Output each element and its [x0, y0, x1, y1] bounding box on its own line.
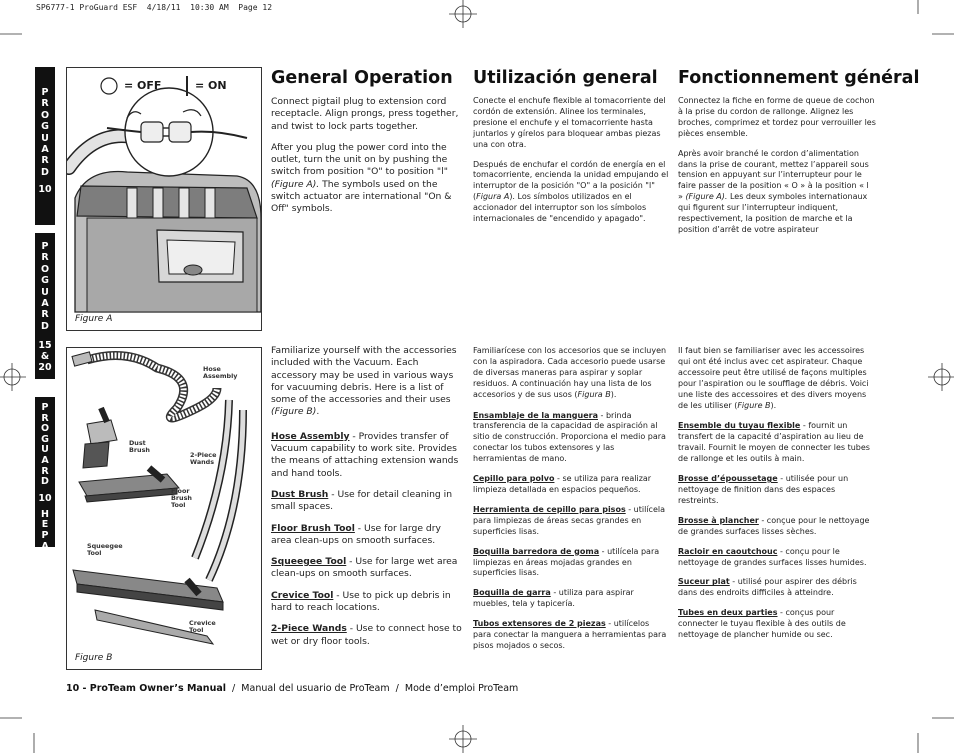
heading-french: Fonctionnement général	[678, 68, 920, 88]
text: ).	[770, 400, 777, 410]
accessory-desc: - Use to connect hose to wet or dry floor tools.	[271, 623, 462, 647]
accessory-name: Tubes en deux parties	[678, 608, 778, 618]
label-line: Squeegee	[87, 542, 123, 550]
figure-a-caption: Figure A	[75, 314, 113, 324]
tab-number: 10	[38, 184, 52, 196]
text: ). Los símbolos utilizados en el accionador del interruptor son los símbolos internacionales de "encendido y apagado".	[473, 192, 647, 224]
accessory-item	[678, 474, 876, 507]
spanish-paragraph: Conecte el enchufe flexible al tomacorriente del cordón de extensión. Alinee los terminales, presione el enchufe y el tomacorriente hasta juntarlos y gírelos para bloquear ambas piezas una con otra.	[473, 96, 666, 149]
tab-number: 20	[38, 362, 52, 374]
text: Después de enchufar el cordón de energía en el tomacorriente, encienda la unidad empujando el interruptor de la posición "O" a la posición "l" (	[473, 159, 669, 202]
tab-letter: O	[40, 423, 50, 435]
accessory-name: Brosse à plancher	[678, 515, 759, 525]
spanish-accessories-text	[473, 346, 669, 661]
label-line: 2-Piece	[190, 451, 217, 459]
tab-letter: A	[41, 540, 49, 552]
accessory-name: Boquilla barredora de goma	[473, 546, 600, 556]
accessory-item	[271, 590, 463, 615]
french-accessories-text	[678, 346, 876, 650]
accessory-item	[473, 619, 669, 652]
figure-ref: Figura B	[577, 389, 611, 399]
label-hose-assembly	[203, 366, 237, 380]
label-line: Brush	[171, 494, 192, 502]
tab-letter: R	[41, 252, 49, 264]
accessory-desc: - utiliza para aspirar muebles, tela y tapicería.	[473, 588, 634, 609]
accessory-item	[271, 489, 463, 514]
accessory-name: Hose Assembly	[271, 430, 350, 442]
accessory-desc: - utilícelos para conectar la manguera a herramientas para pisos mojados o secos.	[473, 619, 667, 650]
tab-number: 15	[38, 340, 52, 352]
text: Il faut bien se familiariser avec les accessoires qui ont été inclus avec cet aspirateur. Chaque accessoire peut être utilisé de façons multiples pour l’aspiration ou le soufflage de débris. Voici une liste des accessoires et des divers moyens de les utiliser (	[678, 346, 869, 410]
page-footer	[66, 683, 518, 694]
accessory-desc: - brinda transferencia de la capacidad de aspiración al sitio de construcción. Proporciona el medio para conectar los tubos extensores y las herramientas de mano.	[473, 410, 666, 464]
figure-ref: (Figure B)	[271, 406, 317, 418]
accessory-name: Racloir en caoutchouc	[678, 546, 778, 556]
figure-a	[66, 67, 262, 331]
tab-letter: P	[41, 402, 49, 413]
label-2-piece-wands	[190, 452, 216, 466]
tab-letter: R	[41, 412, 49, 424]
label-squeegee-tool	[87, 543, 123, 557]
accessory-name: Ensemble du tuyau flexible	[678, 421, 801, 431]
accessory-desc: - utilisée pour un nettoyage de finition dans des espaces restreints.	[678, 474, 849, 505]
tab-letter: H	[41, 508, 49, 520]
accessory-item	[473, 505, 669, 538]
accessory-item	[271, 523, 463, 548]
french-paragraph	[678, 149, 876, 236]
accessory-name: Boquilla de garra	[473, 588, 551, 598]
label-floor-brush-tool	[171, 488, 192, 509]
english-paragraph	[271, 142, 461, 216]
english-paragraph: Connect pigtail plug to extension cord receptacle. Align prongs, press together, and twist to lock parts together.	[271, 96, 459, 132]
spanish-intro	[473, 346, 669, 401]
label-line: Crevice	[189, 619, 216, 627]
accessory-desc: - conçus pour connecter le tuyau flexible à des outils de nettoyage de plancher humide ou sec.	[678, 608, 846, 640]
label-line: Dust	[129, 439, 146, 447]
tab-number: 10	[38, 492, 52, 504]
accessory-desc: - utilícela para limpiezas en áreas mojadas grandes en superficies lisas.	[473, 546, 660, 578]
accessory-name: Suceur plat	[678, 577, 730, 587]
accessory-item	[271, 623, 463, 648]
tab-letter: R	[41, 309, 49, 321]
accessory-item	[271, 556, 463, 581]
text: Familiarícese con los accesorios que se incluyen con la aspiradora. Cada accesorio puede usarse de diversas maneras para aspirar y soplar residuos. A continuación hay una lista de los accesorios y de sus usos (	[473, 346, 667, 399]
label-line: Floor	[171, 487, 190, 495]
accessory-desc: - conçu pour le nettoyage de grandes surfaces lisses humides.	[678, 546, 867, 567]
tab-letter: R	[41, 155, 49, 167]
accessory-item	[678, 608, 876, 641]
figure-ref: (Figure A).	[271, 178, 320, 190]
tab-letter: P	[41, 241, 49, 252]
tab-letter: D	[41, 166, 49, 178]
accessory-item	[678, 516, 876, 538]
tab-letter: A	[41, 144, 49, 156]
accessory-desc: - Use for detail cleaning in small spaces.	[271, 488, 453, 513]
accessory-item	[473, 474, 669, 496]
tab-letter: U	[41, 132, 49, 144]
english-operation-text	[271, 96, 461, 225]
accessory-name: Ensamblaje de la manguera	[473, 410, 598, 420]
accessory-desc: - Use for large wet area clean-ups on smooth surfaces.	[271, 556, 458, 580]
footer-separator: /	[389, 683, 405, 694]
text: ).	[610, 389, 617, 399]
figure-ref: Figure B	[737, 400, 771, 410]
tab-letter: U	[41, 286, 49, 298]
text: .	[316, 406, 320, 418]
footer-separator: /	[226, 683, 242, 694]
label-dust-brush	[129, 440, 150, 454]
tab-letter: R	[41, 98, 49, 110]
french-paragraph: Connectez la fiche en forme de queue de cochon à la prise du cordon de rallonge. Alignez les broches, comprimez et tordez pour verrouiller les pièces ensemble.	[678, 96, 876, 138]
tab-letter: U	[41, 444, 49, 456]
accessory-item	[678, 421, 876, 465]
tab-letter: O	[40, 263, 50, 275]
spanish-operation-text	[473, 96, 671, 234]
side-tab-proguard-15-20	[35, 233, 55, 379]
accessory-name: Cepillo para polvo	[473, 474, 555, 484]
heading-spanish: Utilización general	[473, 68, 658, 88]
text: Les deux symboles internationaux qui figurent sur l’interrupteur indiquent, respectivement, la position de marche et la position d’arrêt de votre aspirateur	[678, 192, 868, 234]
accessory-desc: - Use to pick up debris in hard to reach locations.	[271, 589, 451, 614]
tab-letter: G	[41, 275, 49, 287]
tab-letter: A	[41, 454, 49, 466]
french-intro	[678, 346, 876, 411]
print-slug: SP6777-1 ProGuard ESF 4/18/11 10:30 AM Page 12	[36, 3, 273, 12]
label-line: Brush	[129, 446, 150, 454]
tab-number: &	[40, 351, 50, 363]
tab-letter: P	[41, 87, 49, 98]
english-intro	[271, 345, 463, 419]
label-line: Tool	[189, 626, 204, 634]
text: The symbols used on the switch actuator are international "On & Off" symbols.	[271, 178, 452, 215]
footer-page-title: 10 - ProTeam Owner’s Manual	[66, 683, 227, 694]
tab-letter: D	[41, 476, 49, 488]
figure-ref: (Figure A).	[685, 192, 728, 202]
accessory-desc: - conçue pour le nettoyage de grandes surfaces lisses sèches.	[678, 515, 870, 536]
accessory-name: Brosse d’époussetage	[678, 474, 778, 484]
accessory-desc: - Provides transfer of Vacuum capability to work site. Provides the means of attaching extension wands and hand tools.	[271, 430, 459, 479]
tab-letter: E	[41, 519, 49, 531]
figure-b	[66, 347, 262, 670]
accessory-desc: - utilisé pour aspirer des débris dans des endroits difficiles à atteindre.	[678, 577, 857, 598]
label-line: Wands	[190, 458, 215, 466]
english-accessories-text	[271, 345, 463, 657]
accessory-desc: - Use for large dry area clean-ups on smooth surfaces.	[271, 522, 441, 546]
off-symbol-icon	[99, 76, 119, 96]
accessory-item	[678, 577, 876, 599]
tab-number-group	[35, 340, 55, 373]
tab-letter: P	[41, 529, 49, 541]
label-line: Tool	[87, 549, 102, 557]
label-line: Tool	[171, 501, 186, 509]
on-label: = ON	[195, 79, 227, 92]
tab-letter: O	[40, 109, 50, 121]
accessory-item	[473, 588, 669, 610]
accessory-item	[473, 411, 669, 466]
accessory-name: Tubos extensores de 2 piezas	[473, 619, 606, 629]
text: Familiarize yourself with the accessories included with the Vacuum. Each accessory may be used in various ways for vacuuming debris. Here is a list of some of the accessories and their uses	[271, 345, 457, 406]
heading-english: General Operation	[271, 68, 453, 88]
accessory-name: Herramienta de cepillo para pisos	[473, 504, 626, 514]
footer-spanish-title: Manual del usuario de ProTeam	[241, 683, 390, 694]
accessory-item	[473, 547, 669, 580]
off-label: = OFF	[124, 79, 162, 92]
label-line: Hose	[203, 365, 221, 373]
accessory-name: 2-Piece Wands	[271, 623, 347, 635]
label-crevice-tool	[189, 620, 216, 634]
accessory-item	[271, 431, 463, 480]
side-tab-proguard-10-hepa	[35, 397, 55, 552]
tab-letter: D	[41, 320, 49, 332]
accessories-illustration	[67, 348, 261, 669]
figure-ref: Figura A	[476, 192, 510, 202]
side-tab-proguard-10	[35, 67, 55, 225]
accessory-name: Floor Brush Tool	[271, 522, 355, 534]
accessory-name: Dust Brush	[271, 488, 329, 500]
tab-letter: G	[41, 121, 49, 133]
vacuum-switch-illustration	[67, 68, 261, 330]
text: Après avoir branché le cordon d’alimentation dans la prise de courant, mettez l’appareil sous tension en appuyant sur l’interrupteur pour le faire passer de la position « O » à la position « l »	[678, 148, 869, 202]
accessory-name: Squeegee Tool	[271, 556, 347, 568]
label-line: Assembly	[203, 372, 238, 380]
accessory-name: Crevice Tool	[271, 589, 334, 601]
on-symbol-icon	[184, 75, 190, 97]
accessory-item	[678, 547, 876, 569]
spanish-paragraph	[473, 160, 671, 225]
tab-letter: R	[41, 465, 49, 477]
accessory-desc: - fournit un transfert de la capacité d’aspiration au lieu de travail. Fournit le moyen de connecter les tubes de rallonge et les outils à main.	[678, 421, 870, 464]
text: After you plug the power cord into the outlet, turn the unit on by pushing the switch from position "O" to position "l"	[271, 141, 448, 178]
french-operation-text	[678, 96, 876, 245]
tab-letter: G	[41, 433, 49, 445]
accessory-desc: - se utiliza para realizar limpieza detallada en espacios pequeños.	[473, 474, 652, 494]
tab-letter: A	[41, 298, 49, 310]
footer-french-title: Mode d’emploi ProTeam	[404, 683, 519, 694]
figure-b-caption: Figure B	[75, 653, 113, 663]
accessory-desc: - utilícela para limpiezas de áreas secas grandes en superficies lisas.	[473, 504, 665, 536]
